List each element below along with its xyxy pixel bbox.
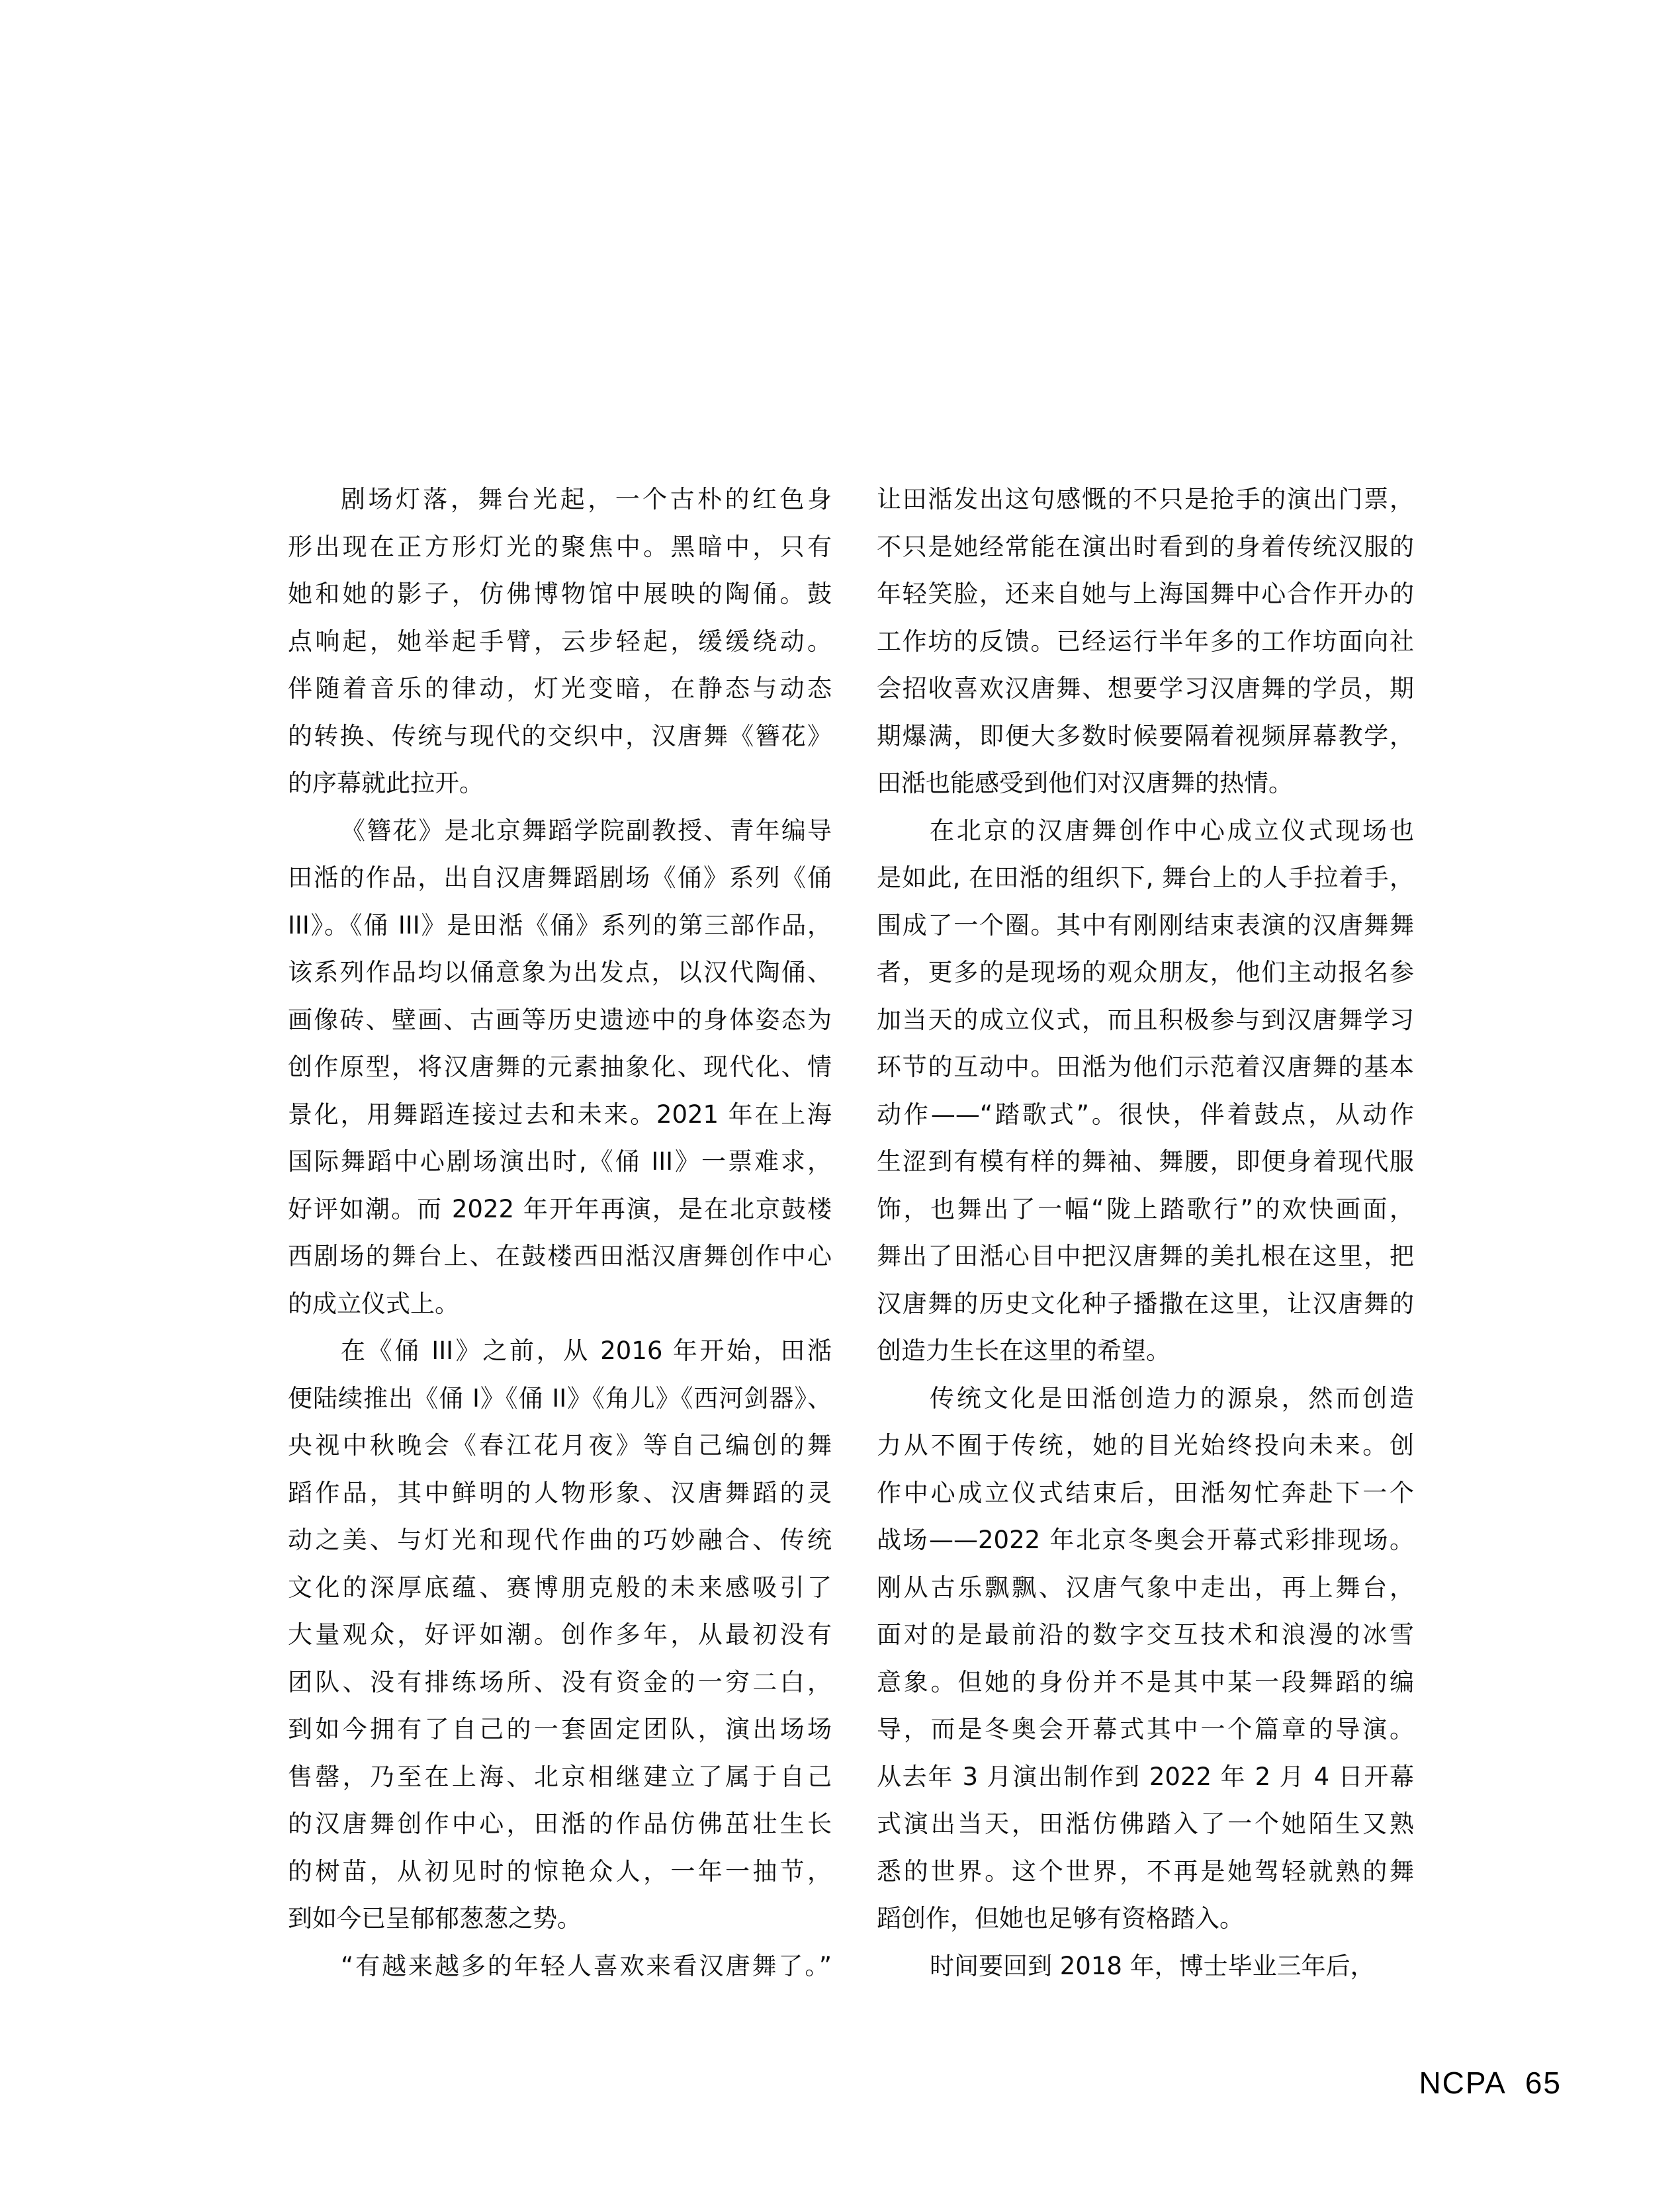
text-line: 传统文化是田湉创造力的源泉，然而创造 <box>930 1383 1414 1413</box>
text-line: 该系列作品均以俑意象为出发点，以汉代陶俑、 <box>288 958 832 986</box>
text-line: 动之美、与灯光和现代作曲的巧妙融合、传统 <box>288 1526 832 1554</box>
text-line: 创造力生长在这里的希望。 <box>877 1336 1171 1365</box>
text-line: 的序幕就此拉开。 <box>288 769 484 797</box>
text-line: 导，而是冬奥会开幕式其中一个篇章的导演。 <box>877 1715 1414 1743</box>
text-line: 伴随着音乐的律动，灯光变暗，在静态与动态 <box>288 674 832 703</box>
text-line: 文化的深厚底蕴、赛博朋克般的未来感吸引了 <box>288 1573 832 1602</box>
text-line: 让田湉发出这句感慨的不只是抢手的演出门票， <box>877 485 1414 513</box>
text-line: 悉的世界。这个世界，不再是她驾轻就熟的舞 <box>877 1857 1414 1886</box>
text-line: 面对的是最前沿的数字交互技术和浪漫的冰雪 <box>877 1620 1414 1649</box>
text-line: 期爆满，即便大多数时候要隔着视频屏幕教学， <box>877 721 1414 750</box>
text-line: 大量观众，好评如潮。创作多年，从最初没有 <box>288 1620 832 1649</box>
text-line: 年轻笑脸，还来自她与上海国舞中心合作开办的 <box>877 580 1414 608</box>
text-line: 动作——“踏歌式”。很快，伴着鼓点，从动作 <box>877 1100 1414 1129</box>
article-column-right <box>877 476 1414 1990</box>
text-line: 到如今已呈郁郁葱葱之势。 <box>288 1904 582 1933</box>
text-line: 田湉的作品，出自汉唐舞蹈剧场《俑》系列《俑 <box>288 863 832 892</box>
text-line: 舞出了田湉心目中把汉唐舞的美扎根在这里，把 <box>877 1242 1414 1270</box>
text-line: 环节的互动中。田湉为他们示范着汉唐舞的基本 <box>877 1053 1414 1081</box>
text-line: 战场——2022 年北京冬奥会开幕式彩排现场。 <box>877 1526 1414 1554</box>
text-line: 创作原型，将汉唐舞的元素抽象化、现代化、情 <box>288 1053 832 1081</box>
text-line: 是如此, 在田湉的组织下, 舞台上的人手拉着手， <box>877 863 1414 892</box>
text-line: 刚从古乐飘飘、汉唐气象中走出，再上舞台， <box>877 1573 1414 1602</box>
page-number: 65 <box>1525 2066 1562 2100</box>
text-line: 到如今拥有了自己的一套固定团队，演出场场 <box>288 1715 832 1743</box>
text-line: 《簪花》是北京舞蹈学院副教授、青年编导 <box>341 816 832 845</box>
text-line: 工作坊的反馈。已经运行半年多的工作坊面向社 <box>877 627 1414 656</box>
text-line: 生涩到有模有样的舞袖、舞腰，即便身着现代服 <box>877 1147 1414 1176</box>
text-line: 点响起，她举起手臂，云步轻起，缓缓绕动。 <box>288 627 832 656</box>
text-line: 作中心成立仪式结束后，田湉匆忙奔赴下一个 <box>877 1478 1414 1507</box>
text-line: 好评如潮。而 2022 年开年再演，是在北京鼓楼 <box>288 1194 832 1223</box>
text-line: 她和她的影子，仿佛博物馆中展映的陶俑。鼓 <box>288 580 832 608</box>
text-line: 围成了一个圈。其中有刚刚结束表演的汉唐舞舞 <box>877 910 1414 940</box>
text-line: 意象。但她的身份并不是其中某一段舞蹈的编 <box>877 1667 1414 1696</box>
text-line: 便陆续推出《俑 I》《俑 II》《角儿》《西河剑器》、 <box>288 1383 832 1413</box>
text-line: 加当天的成立仪式，而且积极参与到汉唐舞学习 <box>877 1005 1414 1034</box>
text-line: 的汉唐舞创作中心，田湉的作品仿佛茁壮生长 <box>288 1810 832 1838</box>
text-line: 团队、没有排练场所、没有资金的一穷二白， <box>288 1667 832 1696</box>
text-line: 汉唐舞的历史文化种子播撒在这里，让汉唐舞的 <box>877 1289 1414 1318</box>
text-line: 国际舞蹈中心剧场演出时,《俑 III》一票难求， <box>288 1147 832 1176</box>
text-line: 不只是她经常能在演出时看到的身着传统汉服的 <box>877 532 1414 561</box>
text-line: 央视中秋晚会《春江花月夜》等自己编创的舞 <box>288 1431 832 1460</box>
journal-brand: NCPA <box>1419 2066 1507 2100</box>
text-line: 在《俑 III》之前，从 2016 年开始，田湉 <box>341 1336 832 1365</box>
text-line: 者，更多的是现场的观众朋友，他们主动报名参 <box>877 958 1414 986</box>
text-line: 在北京的汉唐舞创作中心成立仪式现场也 <box>930 816 1414 845</box>
text-line: 蹈作品，其中鲜明的人物形象、汉唐舞蹈的灵 <box>288 1478 832 1507</box>
article-body <box>288 476 1414 1990</box>
text-line: 售罄，乃至在上海、北京相继建立了属于自己 <box>288 1762 832 1791</box>
text-line: 西剧场的舞台上、在鼓楼西田湉汉唐舞创作中心 <box>288 1242 832 1270</box>
text-line: 的成立仪式上。 <box>288 1289 459 1318</box>
text-line: 饰，也舞出了一幅“陇上踏歌行”的欢快画面， <box>877 1194 1414 1223</box>
page-footer <box>1419 2065 1562 2101</box>
text-line: 的树苗，从初见时的惊艳众人，一年一抽节， <box>288 1857 832 1886</box>
text-line: 蹈创作，但她也足够有资格踏入。 <box>877 1904 1244 1933</box>
text-line: 剧场灯落，舞台光起，一个古朴的红色身 <box>341 485 832 513</box>
text-line: III》。《俑 III》是田湉《俑》系列的第三部作品， <box>288 910 832 940</box>
text-line: 的转换、传统与现代的交织中，汉唐舞《簪花》 <box>288 721 832 750</box>
text-line: 式演出当天，田湉仿佛踏入了一个她陌生又熟 <box>877 1810 1414 1838</box>
text-line: 形出现在正方形灯光的聚焦中。黑暗中，只有 <box>288 532 832 561</box>
text-line: “有越来越多的年轻人喜欢来看汉唐舞了。” <box>341 1951 832 1980</box>
text-line: 力从不囿于传统，她的目光始终投向未来。创 <box>877 1431 1414 1460</box>
text-line: 景化，用舞蹈连接过去和未来。2021 年在上海 <box>288 1100 832 1129</box>
text-line: 画像砖、壁画、古画等历史遗迹中的身体姿态为 <box>288 1005 832 1034</box>
text-line: 会招收喜欢汉唐舞、想要学习汉唐舞的学员，期 <box>877 674 1414 703</box>
article-column-left <box>288 476 832 1990</box>
text-line: 时间要回到 2018 年，博士毕业三年后， <box>930 1951 1375 1980</box>
text-line: 从去年 3 月演出制作到 2022 年 2 月 4 日开幕 <box>877 1762 1414 1791</box>
text-line: 田湉也能感受到他们对汉唐舞的热情。 <box>877 769 1293 797</box>
